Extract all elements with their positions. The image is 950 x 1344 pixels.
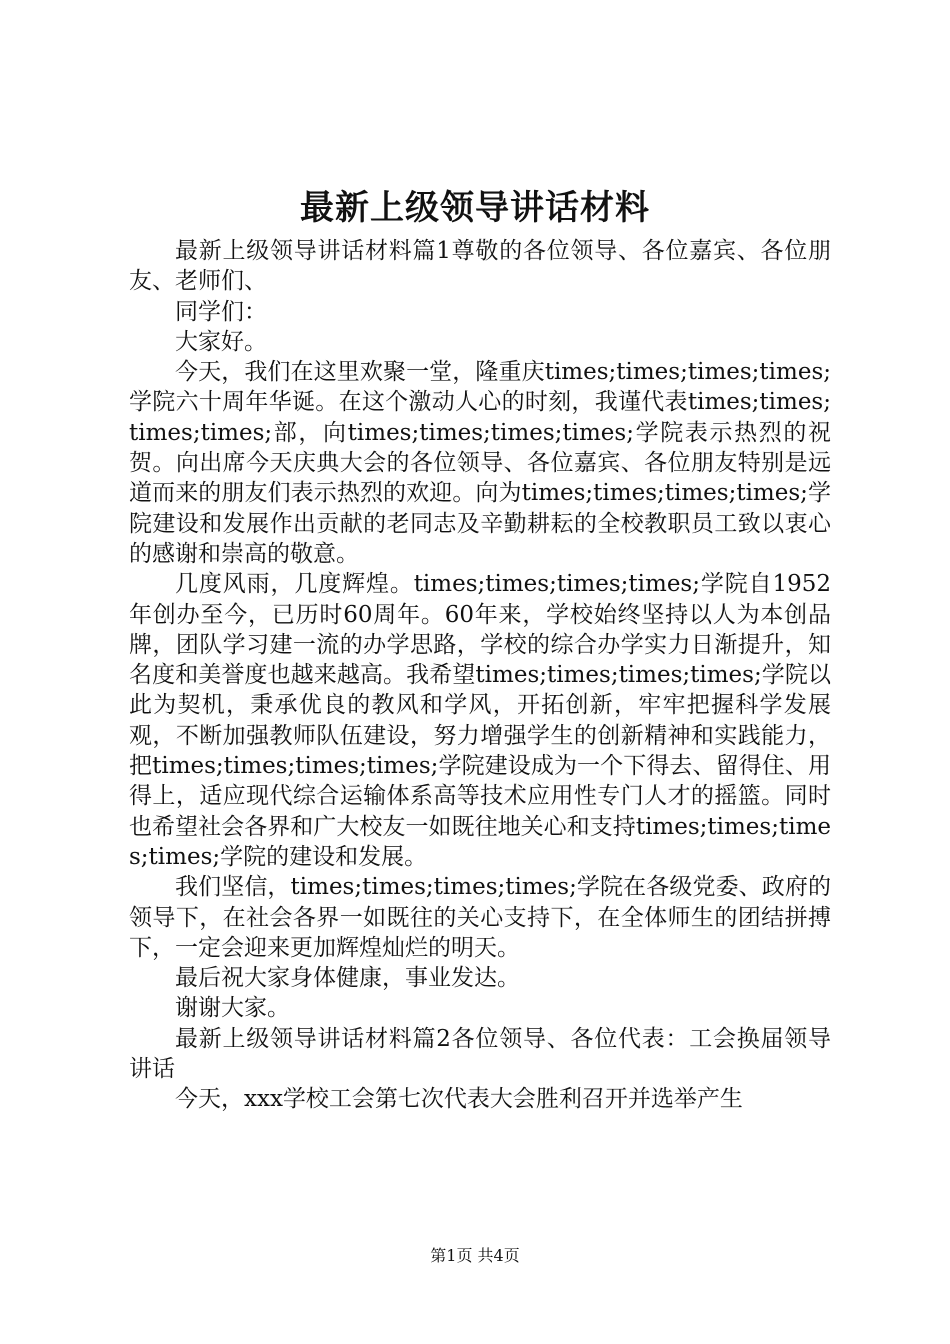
paragraph-2: 同学们： [175, 298, 267, 325]
document-title: 最新上级领导讲话材料 [300, 188, 650, 228]
paragraph-8: 谢谢大家。 [175, 995, 290, 1022]
paragraph-3: 大家好。 [175, 328, 267, 355]
paragraph-9: 最新上级领导讲话材料篇2各位领导、各位代表：工会换届领导讲话 [129, 1025, 831, 1083]
page-footer: 第1页 共4页 [430, 1246, 520, 1265]
paragraph-10: 今天，xxx学校工会第七次代表大会胜利召开并选举产生 [175, 1086, 743, 1113]
paragraph-7: 最后祝大家身体健康，事业发达。 [175, 965, 520, 992]
paragraph-4: 今天，我们在这里欢聚一堂，隆重庆times;times;times;times;学院六十周年华诞。在这个激动人心的时刻，我谨代表times;times;times;times;部，向times;times;times;times;学院表示热烈的祝贺。向出席今天庆典大会的各位领导、各位嘉宾、各位朋友特别是远道而来的朋友们表示热烈的欢迎。向为times;times;times;times;学院建设和发展作出贡献的老同志及辛勤耕耘的全校教职员工致以衷心的感谢和崇高的敬意。 [129, 359, 831, 567]
paragraph-5: 几度风雨，几度辉煌。times;times;times;times;学院自1952年创办至今，已历时60周年。60年来，学校始终坚持以人为本创品牌，团队学习建一流的办学思路，学校的综合办学实力日渐提升，知名度和美誉度也越来越高。我希望times;times;times;times;学院以此为契机，秉承优良的教风和学风，开拓创新，牢牢把握科学发展观，不断加强教师队伍建设，努力增强学生的创新精神和实践能力，把times;times;times;times;学院建设成为一个下得去、留得住、用得上，适应现代综合运输体系高等技术应用性专门人才的摇篮。同时也希望社会各界和广大校友一如既往地关心和支持times;times;times;times;学院的建设和发展。 [129, 571, 831, 870]
paragraph-1: 最新上级领导讲话材料篇1尊敬的各位领导、各位嘉宾、各位朋友、老师们、 [129, 238, 831, 295]
paragraph-6: 我们坚信，times;times;times;times;学院在各级党委、政府的领导下，在社会各界一如既往的关心支持下，在全体师生的团结拼搏下，一定会迎来更加辉煌灿烂的明天。 [129, 874, 831, 961]
document-body [129, 236, 831, 1115]
